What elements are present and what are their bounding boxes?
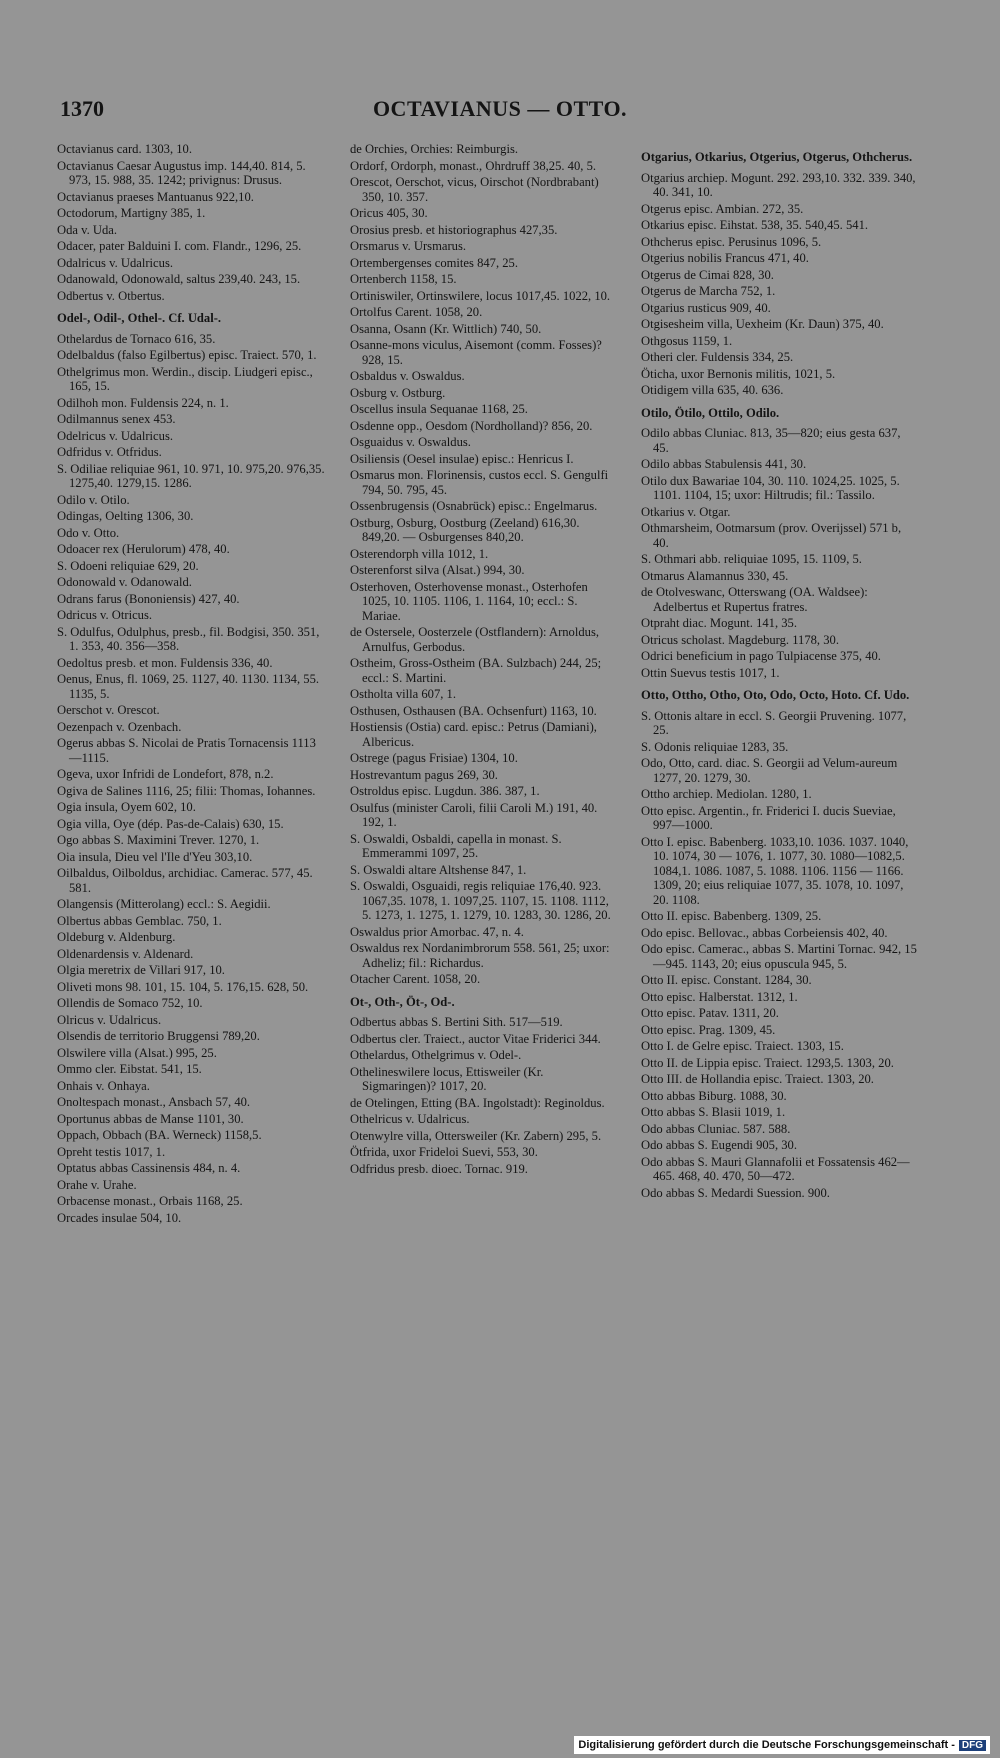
index-entry: Ottin Suevus testis 1017, 1. [641, 665, 780, 680]
index-entry: Ogia insula, Oyem 602, 10. [57, 800, 196, 814]
index-entry: Otenwylre villa, Ottersweiler (Kr. Zabern) 295, 5. [350, 1128, 602, 1143]
index-entry: Othcherus episc. Perusinus 1096, 5. [641, 234, 822, 249]
index-entry: Otto episc. Patav. 1311, 20. [641, 1006, 779, 1020]
index-entry: S. Oswaldi altare Altshense 847, 1. [350, 862, 527, 877]
index-entry: Otgerus de Cimai 828, 30. [641, 267, 774, 282]
index-entry: Octavianus praeses Mantuanus 922,10. [57, 189, 254, 204]
index-entry: Odrans farus (Bononiensis) 427, 40. [57, 591, 240, 606]
index-entry: Olsendis de territorio Bruggensi 789,20. [57, 1029, 260, 1043]
index-entry: de Otelingen, Etting (BA. Ingolstadt): Reginoldus. [350, 1095, 605, 1110]
index-entry: Osulfus (minister Caroli, filii Caroli M.) 191, 40. 192, 1. [350, 800, 598, 829]
index-entry: Odricus v. Otricus. [57, 608, 153, 622]
footer-credit: Digitalisierung gefördert durch die Deutsche Forschungsgemeinschaft - [578, 1739, 955, 1751]
index-entry: Olricus v. Udalricus. [57, 1012, 162, 1027]
index-entry: S. Odoeni reliquiae 629, 20. [57, 558, 199, 573]
index-entry: Otkarius episc. Eihstat. 538, 35. 540,45. 541. [641, 218, 869, 232]
index-entry: Othgosus 1159, 1. [641, 333, 733, 348]
index-entry: Odingas, Oelting 1306, 30. [57, 509, 194, 523]
index-entry: S. Odiliae reliquiae 961, 10. 971, 10. 975,20. 976,35. 1275,40. 1279,15. 1286. [57, 461, 325, 490]
index-section-heading: Otgarius, Otkarius, Otgerius, Otgerus, Othcherus. [641, 150, 913, 164]
index-entry: Oswaldus prior Amorbac. 47, n. 4. [350, 924, 524, 939]
index-entry: Ortembergenses comites 847, 25. [350, 255, 518, 270]
index-entry: Odbertus cler. Traiect., auctor Vitae Friderici 344. [350, 1031, 601, 1046]
index-entry: Odilhoh mon. Fuldensis 224, n. 1. [57, 395, 229, 410]
index-entry: Octavianus card. 1303, 10. [57, 142, 192, 156]
index-entry: S. Othmari abb. reliquiae 1095, 15. 1109, 5. [641, 552, 862, 566]
index-entry: Oezenpach v. Ozenbach. [57, 719, 182, 734]
index-entry: Odbertus v. Otbertus. [57, 288, 165, 303]
index-entry: Otto abbas S. Blasii 1019, 1. [641, 1105, 786, 1119]
index-entry: Otto I. episc. Babenberg. 1033,10. 1036. 1037. 1040, 10. 1074, 30 — 1076, 1. 1077, 30. 1080—1082,5. 1084,1. 1086. 1087, 5. 1088. 1106. 1156 — 1166. 1309, 20; eius reliquiae 1077, 35. 1078, 10. 1097, 20. 1108. [641, 834, 909, 907]
index-entry: Odo v. Otto. [57, 525, 120, 540]
index-entry: Otkarius v. Otgar. [641, 504, 731, 519]
index-entry: Otgerus episc. Ambian. 272, 35. [641, 201, 804, 216]
index-entry: Odilo abbas Cluniac. 813, 35—820; eius gesta 637, 45. [641, 426, 901, 455]
index-entry: Osguaidus v. Oswaldus. [350, 435, 471, 449]
index-entry: Oldeburg v. Aldenburg. [57, 930, 176, 944]
index-column-3 [641, 142, 917, 1202]
index-entry: Osanna, Osann (Kr. Wittlich) 740, 50. [350, 321, 542, 336]
index-entry: Ogia villa, Oye (dép. Pas-de-Calais) 630, 15. [57, 816, 284, 831]
index-entry: Osdenne opp., Oesdom (Nordholland)? 856, 20. [350, 418, 593, 433]
index-entry: Ogeva, uxor Infridi de Londefort, 878, n.2. [57, 767, 274, 781]
index-entry: Oda v. Uda. [57, 222, 118, 237]
index-entry: Odelbaldus (falso Egilbertus) episc. Traiect. 570, 1. [57, 348, 317, 362]
index-entry: Odrici beneficium in pago Tulpiacense 375, 40. [641, 649, 881, 663]
index-entry: Olbertus abbas Gemblac. 750, 1. [57, 913, 222, 928]
index-entry: Odfridus presb. dioec. Tornac. 919. [350, 1161, 528, 1176]
index-entry: Othelardus de Tornaco 616, 35. [57, 331, 216, 346]
index-entry: Onhais v. Onhaya. [57, 1078, 150, 1093]
index-entry: de Otolveswanc, Otterswang (OA. Waldsee): Adelbertus et Rupertus fratres. [641, 585, 868, 614]
index-entry: Oppach, Obbach (BA. Werneck) 1158,5. [57, 1128, 262, 1142]
index-entry: Otilo dux Bawariae 104, 30. 110. 1024,25. 1025, 5. 1101. 1104, 15; uxor: Hiltrudis; fil.: Tassilo. [641, 473, 900, 502]
index-entry: Otgarius archiep. Mogunt. 292. 293,10. 332. 339. 340, 40. 341, 10. [641, 170, 916, 199]
index-entry: Oscellus insula Sequanae 1168, 25. [350, 402, 528, 416]
index-column-2 [350, 142, 618, 1178]
index-entry: Odanowald, Odonowald, saltus 239,40. 243, 15. [57, 272, 301, 286]
index-section-heading: Otto, Ottho, Otho, Oto, Odo, Octo, Hoto. Cf. Udo. [641, 688, 910, 702]
index-entry: Odo abbas S. Mauri Glannafolii et Fossatensis 462—465. 468, 40. 470, 50—472. [641, 1154, 910, 1183]
index-entry: Oilbaldus, Oilboldus, archidiac. Camerac. 577, 45. 581. [57, 866, 313, 895]
index-entry: Odoacer rex (Herulorum) 478, 40. [57, 542, 230, 556]
index-entry: S. Oswaldi, Osbaldi, capella in monast. S. Emmerammi 1097, 25. [350, 831, 562, 860]
index-entry: Odalricus v. Udalricus. [57, 255, 173, 270]
index-entry: Ostrege (pagus Frisiae) 1304, 10. [350, 751, 518, 765]
index-entry: Ogiva de Salines 1116, 25; filii: Thomas, Iohannes. [57, 783, 316, 798]
index-entry: Olgia meretrix de Villari 917, 10. [57, 963, 225, 977]
index-entry: Ordorf, Ordorph, monast., Ohrdruff 38,25. 40, 5. [350, 158, 597, 173]
index-entry: Otto III. de Hollandia episc. Traiect. 1303, 20. [641, 1072, 874, 1086]
index-entry: Odo episc. Camerac., abbas S. Martini Tornac. 942, 15—945. 1143, 20; eius opuscula 945, 5. [641, 942, 917, 971]
index-entry: Otto II. episc. Constant. 1284, 30. [641, 973, 812, 987]
index-entry: Odilmannus senex 453. [57, 412, 176, 426]
index-column-1 [57, 142, 325, 1227]
index-entry: Oricus 405, 30. [350, 206, 428, 220]
index-entry: S. Ottonis altare in eccl. S. Georgii Pruvening. 1077, 25. [641, 708, 907, 737]
index-entry: Osthusen, Osthausen (BA. Ochsenfurt) 1163, 10. [350, 703, 597, 718]
index-entry: Otto episc. Halberstat. 1312, 1. [641, 989, 798, 1004]
index-entry: Odelricus v. Udalricus. [57, 428, 173, 443]
index-entry: Osbaldus v. Oswaldus. [350, 369, 465, 383]
index-entry: Ommo cler. Eibstat. 541, 15. [57, 1062, 202, 1076]
index-entry: Osterenforst silva (Alsat.) 994, 30. [350, 563, 525, 577]
index-entry: Ortiniswiler, Ortinswilere, locus 1017,45. 1022, 10. [350, 288, 611, 303]
index-entry: Orbacense monast., Orbais 1168, 25. [57, 1194, 243, 1208]
index-entry: Otgerus de Marcha 752, 1. [641, 284, 776, 298]
index-entry: Orosius presb. et historiographus 427,35. [350, 222, 558, 237]
index-entry: Olswilere villa (Alsat.) 995, 25. [57, 1045, 217, 1060]
index-entry: Othelgrimus mon. Werdin., discip. Liudgeri episc., 165, 15. [57, 364, 313, 393]
index-entry: Otgisesheim villa, Uexheim (Kr. Daun) 375, 40. [641, 317, 884, 331]
index-entry: Otpraht diac. Mogunt. 141, 35. [641, 616, 798, 630]
index-entry: Oliveti mons 98. 101, 15. 104, 5. 176,15. 628, 50. [57, 979, 309, 994]
index-entry: Oswaldus rex Nordanimbrorum 558. 561, 25; uxor: Adheliz; fil.: Richardus. [350, 941, 610, 970]
index-entry: Orsmarus v. Ursmarus. [350, 239, 467, 253]
index-entry: Öticha, uxor Bernonis militis, 1021, 5. [641, 366, 836, 381]
index-entry: Ortolfus Carent. 1058, 20. [350, 305, 483, 319]
index-entry: Odfridus v. Otfridus. [57, 445, 162, 459]
index-entry: Otacher Carent. 1058, 20. [350, 972, 481, 986]
index-entry: de Ostersele, Oosterzele (Ostflandern): Arnoldus, Arnulfus, Gerbodus. [350, 625, 599, 654]
index-entry: Osmarus mon. Florinensis, custos eccl. S. Gengulfi 794, 50. 795, 45. [350, 468, 609, 497]
index-section-heading: Ot-, Oth-, Öt-, Od-. [350, 994, 455, 1009]
index-entry: Odo abbas Cluniac. 587. 588. [641, 1121, 791, 1136]
index-entry: Otto abbas Biburg. 1088, 30. [641, 1088, 787, 1103]
index-entry: Orescot, Oerschot, vicus, Oirschot (Nordbrabant) 350, 10. 357. [350, 175, 599, 204]
index-entry: Othmarsheim, Ootmarsum (prov. Overijssel) 571 b, 40. [641, 521, 902, 550]
index-entry: Orcades insulae 504, 10. [57, 1210, 182, 1225]
index-entry: Orahe v. Urahe. [57, 1177, 137, 1192]
index-entry: Ogo abbas S. Maximini Trever. 1270, 1. [57, 833, 260, 847]
index-entry: S. Odulfus, Odulphus, presb., fil. Bodgisi, 350. 351, 1. 353, 40. 356—358. [57, 624, 320, 653]
index-entry: Otheri cler. Fuldensis 334, 25. [641, 350, 794, 364]
index-entry: Othelineswilere locus, Ettisweiler (Kr. Sigmaringen)? 1017, 20. [350, 1064, 544, 1093]
index-entry: Ottho archiep. Mediolan. 1280, 1. [641, 787, 812, 801]
index-entry: Otto episc. Prag. 1309, 45. [641, 1022, 776, 1037]
index-entry: Osiliensis (Oesel insulae) episc.: Henricus I. [350, 451, 574, 466]
index-entry: Odilo abbas Stabulensis 441, 30. [641, 457, 807, 471]
dfg-logo: DFG [959, 1740, 986, 1751]
index-entry: Oldenardensis v. Aldenard. [57, 946, 194, 961]
index-entry: Ostburg, Osburg, Oostburg (Zeeland) 616,30. 849,20. — Osburgenses 840,20. [350, 515, 580, 544]
index-entry: Oportunus abbas de Manse 1101, 30. [57, 1111, 244, 1126]
index-entry: Otricus scholast. Magdeburg. 1178, 30. [641, 632, 839, 647]
index-entry: Odonowald v. Odanowald. [57, 575, 192, 589]
index-entry: Ogerus abbas S. Nicolai de Pratis Tornacensis 1113—1115. [57, 736, 316, 765]
index-entry: Oerschot v. Orescot. [57, 703, 160, 717]
index-entry: Odo episc. Bellovac., abbas Corbeiensis 402, 40. [641, 925, 888, 940]
index-entry: Olangensis (Mitterolang) eccl.: S. Aegidii. [57, 897, 271, 911]
index-entry: Odo abbas S. Eugendi 905, 30. [641, 1138, 798, 1152]
index-entry: Osburg v. Ostburg. [350, 385, 446, 400]
index-entry: Opreht testis 1017, 1. [57, 1144, 166, 1159]
index-entry: Osanne-mons viculus, Aisemont (comm. Fosses)? 928, 15. [350, 338, 602, 367]
index-entry: Osterendorph villa 1012, 1. [350, 546, 489, 561]
index-entry: Odilo v. Otilo. [57, 492, 130, 507]
index-entry: Oedoltus presb. et mon. Fuldensis 336, 40. [57, 655, 273, 670]
index-entry: de Orchies, Orchies: Reimburgis. [350, 142, 518, 156]
index-entry: Octodorum, Martigny 385, 1. [57, 206, 206, 220]
index-entry: Oia insula, Dieu vel l'Ile d'Yeu 303,10. [57, 849, 253, 864]
index-entry: Otmarus Alamannus 330, 45. [641, 568, 789, 583]
page-title: OCTAVIANUS — OTTO. [372, 96, 628, 121]
index-entry: Oenus, Enus, fl. 1069, 25. 1127, 40. 1130. 1134, 55. 1135, 5. [57, 672, 320, 701]
index-entry: Otto II. episc. Babenberg. 1309, 25. [641, 909, 822, 923]
index-section-heading: Odel-, Odil-, Othel-. Cf. Udal-. [57, 311, 222, 325]
index-entry: Odo, Otto, card. diac. S. Georgii ad Velum-aureum 1277, 20. 1279, 30. [641, 756, 898, 785]
index-entry: Othelricus v. Udalricus. [350, 1112, 470, 1126]
index-entry: Ostholta villa 607, 1. [350, 687, 456, 701]
digitization-footer [574, 1736, 990, 1754]
index-entry: Odacer, pater Balduini I. com. Flandr., 1296, 25. [57, 239, 302, 253]
index-entry: S. Odonis reliquiae 1283, 35. [641, 739, 789, 754]
index-entry: Ollendis de Somaco 752, 10. [57, 996, 203, 1010]
index-entry: Otgerius nobilis Francus 471, 40. [641, 251, 809, 265]
index-entry: Otto I. de Gelre episc. Traiect. 1303, 15. [641, 1039, 844, 1053]
index-entry: Osterhoven, Osterhovense monast., Osterhofen 1025, 10. 1105. 1106, 1. 1164, 10; eccl.: S. Mariae. [350, 579, 588, 623]
index-entry: Onoltespach monast., Ansbach 57, 40. [57, 1095, 251, 1109]
index-entry: Ostheim, Gross-Ostheim (BA. Sulzbach) 244, 25; eccl.: S. Martini. [350, 656, 602, 685]
index-entry: Ostroldus episc. Lugdun. 386. 387, 1. [350, 784, 540, 798]
index-entry: Octavianus Caesar Augustus imp. 144,40. 814, 5. 973, 15. 988, 35. 1242; privignus: Drusus. [57, 158, 306, 187]
index-section-heading: Otilo, Ötilo, Ottilo, Odilo. [641, 405, 780, 420]
index-entry: Othelardus, Othelgrimus v. Odel-. [350, 1048, 522, 1062]
index-entry: Ossenbrugensis (Osnabrück) episc.: Engelmarus. [350, 499, 598, 513]
index-entry: Ortenberch 1158, 15. [350, 272, 457, 286]
index-entry: Odo abbas S. Medardi Suession. 900. [641, 1185, 830, 1200]
index-entry: Otto II. de Lippia episc. Traiect. 1293,5. 1303, 20. [641, 1055, 894, 1070]
index-entry: Otto episc. Argentin., fr. Friderici I. ducis Sueviae, 997—1000. [641, 803, 896, 832]
index-entry: Hostiensis (Ostia) card. episc.: Petrus (Damiani), Albericus. [350, 720, 597, 749]
index-entry: Hostrevantum pagus 269, 30. [350, 767, 498, 782]
index-entry: Otgarius rusticus 909, 40. [641, 300, 771, 315]
page-number: 1370 [60, 96, 104, 121]
index-entry: Otidigem villa 635, 40. 636. [641, 383, 784, 397]
index-entry: Ötfrida, uxor Frideloi Suevi, 553, 30. [350, 1145, 538, 1159]
index-entry: Optatus abbas Cassinensis 484, n. 4. [57, 1161, 241, 1175]
index-entry: Odbertus abbas S. Bertini Sith. 517—519. [350, 1015, 563, 1029]
page-header [0, 96, 1000, 130]
index-entry: S. Oswaldi, Osguaidi, regis reliquiae 176,40. 923. 1067,35. 1078, 1. 1097,25. 1107, 15. 1108. 1112, 5. 1273, 1. 1275, 1. 1279, 10. 1283, 30. 1286, 20. [350, 879, 611, 922]
